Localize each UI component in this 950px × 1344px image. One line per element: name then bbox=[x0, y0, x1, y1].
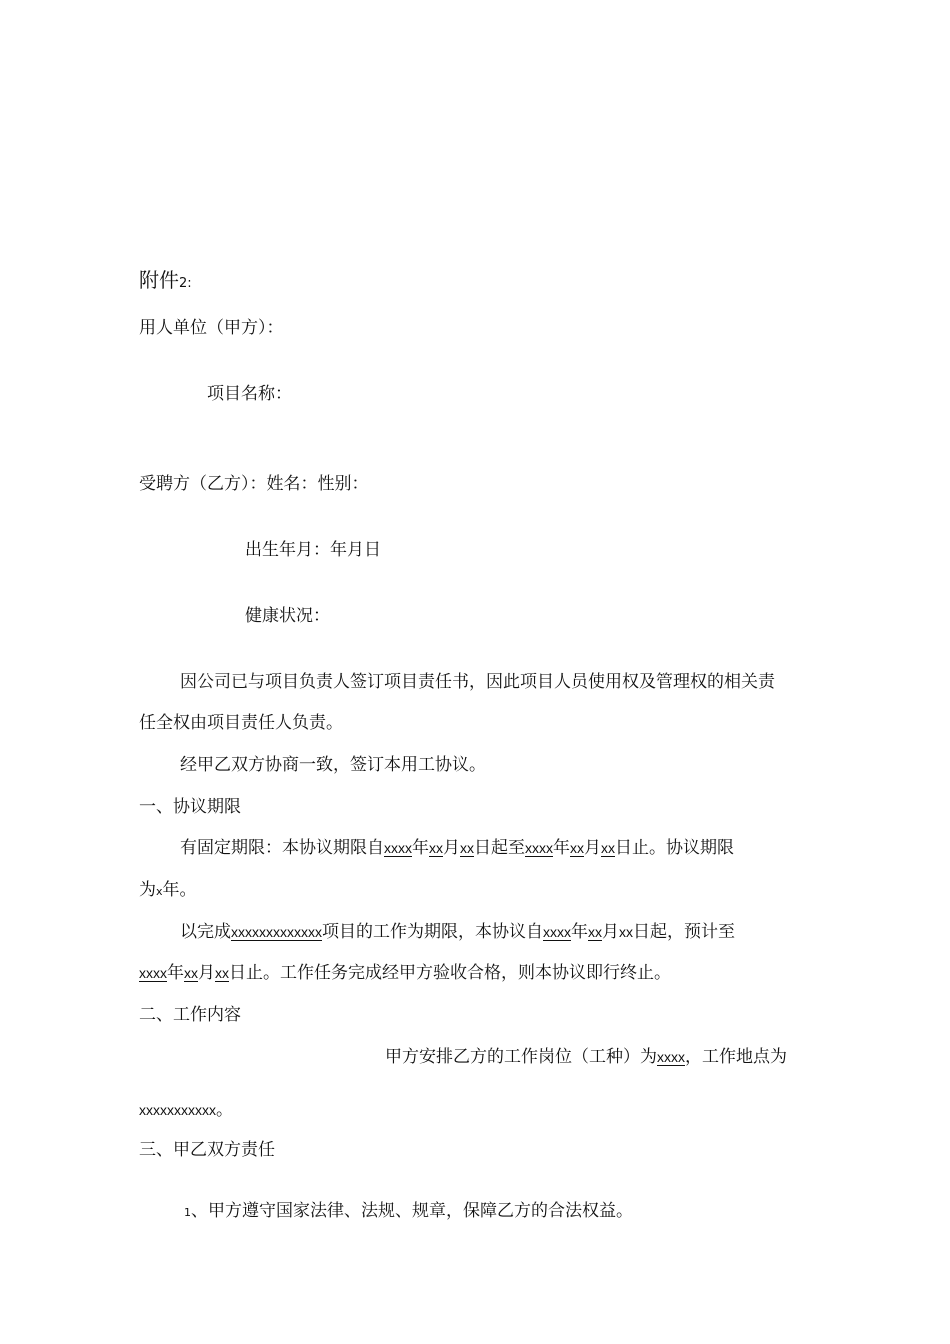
fixed-text-end: 日止。协议期限 bbox=[615, 838, 734, 858]
task-text-expected: 日起，预计至 bbox=[633, 922, 735, 942]
project-name-line: 项目名称： bbox=[207, 384, 292, 404]
employee-line: 受聘方（乙方）：姓名：性别： bbox=[139, 474, 369, 494]
task-term-line2 bbox=[139, 963, 671, 983]
attachment-label bbox=[139, 268, 192, 296]
fixed-text-to: 日起至 bbox=[474, 838, 525, 858]
fixed-text-month2: 月 bbox=[584, 838, 601, 858]
work-place-end: 。 bbox=[216, 1100, 233, 1120]
section1-heading: 一、协议期限 bbox=[139, 797, 241, 817]
work-place-prefix: ，工作地点为 bbox=[685, 1047, 787, 1067]
work-content-line1 bbox=[385, 1047, 787, 1067]
task-end-year: xxxx bbox=[139, 965, 167, 981]
health-line: 健康状况： bbox=[245, 606, 330, 626]
responsibility-item-1 bbox=[184, 1201, 633, 1223]
fixed-end-day: xx bbox=[601, 840, 615, 856]
fixed-text-year2: 年 bbox=[553, 838, 570, 858]
fixed-end-month: xx bbox=[570, 840, 584, 856]
task-start-month: xx bbox=[588, 924, 602, 940]
task-text-month: 月 bbox=[602, 922, 619, 942]
employer-line: 用人单位（甲方）： bbox=[139, 318, 284, 338]
attachment-title: 附件 bbox=[139, 268, 179, 292]
task-text-end: 日止。工作任务完成经甲方验收合格，则本协议即行终止。 bbox=[229, 963, 671, 983]
task-text-month2: 月 bbox=[198, 963, 215, 983]
fixed-end-year: xxxx bbox=[525, 840, 553, 856]
task-text-prefix: 以完成 bbox=[180, 922, 231, 942]
work-post-value: xxxx bbox=[657, 1049, 685, 1065]
agreement-statement: 经甲乙双方协商一致，签订本用工协议。 bbox=[180, 755, 486, 775]
responsibility-item-number: 1 bbox=[184, 1206, 191, 1219]
task-term-line1 bbox=[180, 922, 735, 942]
work-post-prefix: 甲方安排乙方的工作岗位（工种）为 bbox=[385, 1047, 657, 1067]
work-content-line2 bbox=[139, 1100, 233, 1120]
fixed-term-line1 bbox=[180, 838, 734, 858]
work-place-value: xxxxxxxxxxx bbox=[139, 1102, 216, 1118]
fixed-term-text: 有固定期限：本协议期限自 bbox=[180, 838, 384, 858]
section3-heading: 三、甲乙双方责任 bbox=[139, 1140, 275, 1160]
fixed-duration-suffix: 年。 bbox=[162, 880, 197, 900]
section2-heading: 二、工作内容 bbox=[139, 1005, 241, 1025]
task-text-mid: 项目的工作为期限，本协议自 bbox=[322, 922, 543, 942]
fixed-start-month: xx bbox=[429, 840, 443, 856]
birth-line: 出生年月：年月日 bbox=[245, 540, 381, 560]
fixed-start-year: xxxx bbox=[384, 840, 412, 856]
fixed-duration-prefix: 为 bbox=[139, 880, 156, 900]
task-start-year: xxxx bbox=[543, 924, 571, 940]
task-end-month: xx bbox=[184, 965, 198, 981]
fixed-text-month: 月 bbox=[443, 838, 460, 858]
fixed-start-day: xx bbox=[460, 840, 474, 856]
intro-paragraph-line1: 因公司已与项目负责人签订项目责任书，因此项目人员使用权及管理权的相关责 bbox=[180, 672, 775, 692]
task-end-day: xx bbox=[215, 965, 229, 981]
attachment-number: 2: bbox=[179, 276, 192, 291]
fixed-text-year: 年 bbox=[412, 838, 429, 858]
fixed-duration-years: x bbox=[156, 885, 163, 898]
responsibility-item-text: 、甲方遵守国家法律、法规、规章，保障乙方的合法权益。 bbox=[191, 1201, 633, 1221]
fixed-term-line2 bbox=[139, 880, 197, 902]
task-text-year2: 年 bbox=[167, 963, 184, 983]
task-project-name: xxxxxxxxxxxxx bbox=[231, 924, 322, 940]
intro-paragraph-line2: 任全权由项目责任人负责。 bbox=[139, 713, 343, 733]
task-text-year: 年 bbox=[571, 922, 588, 942]
task-start-day: xx bbox=[619, 924, 633, 940]
